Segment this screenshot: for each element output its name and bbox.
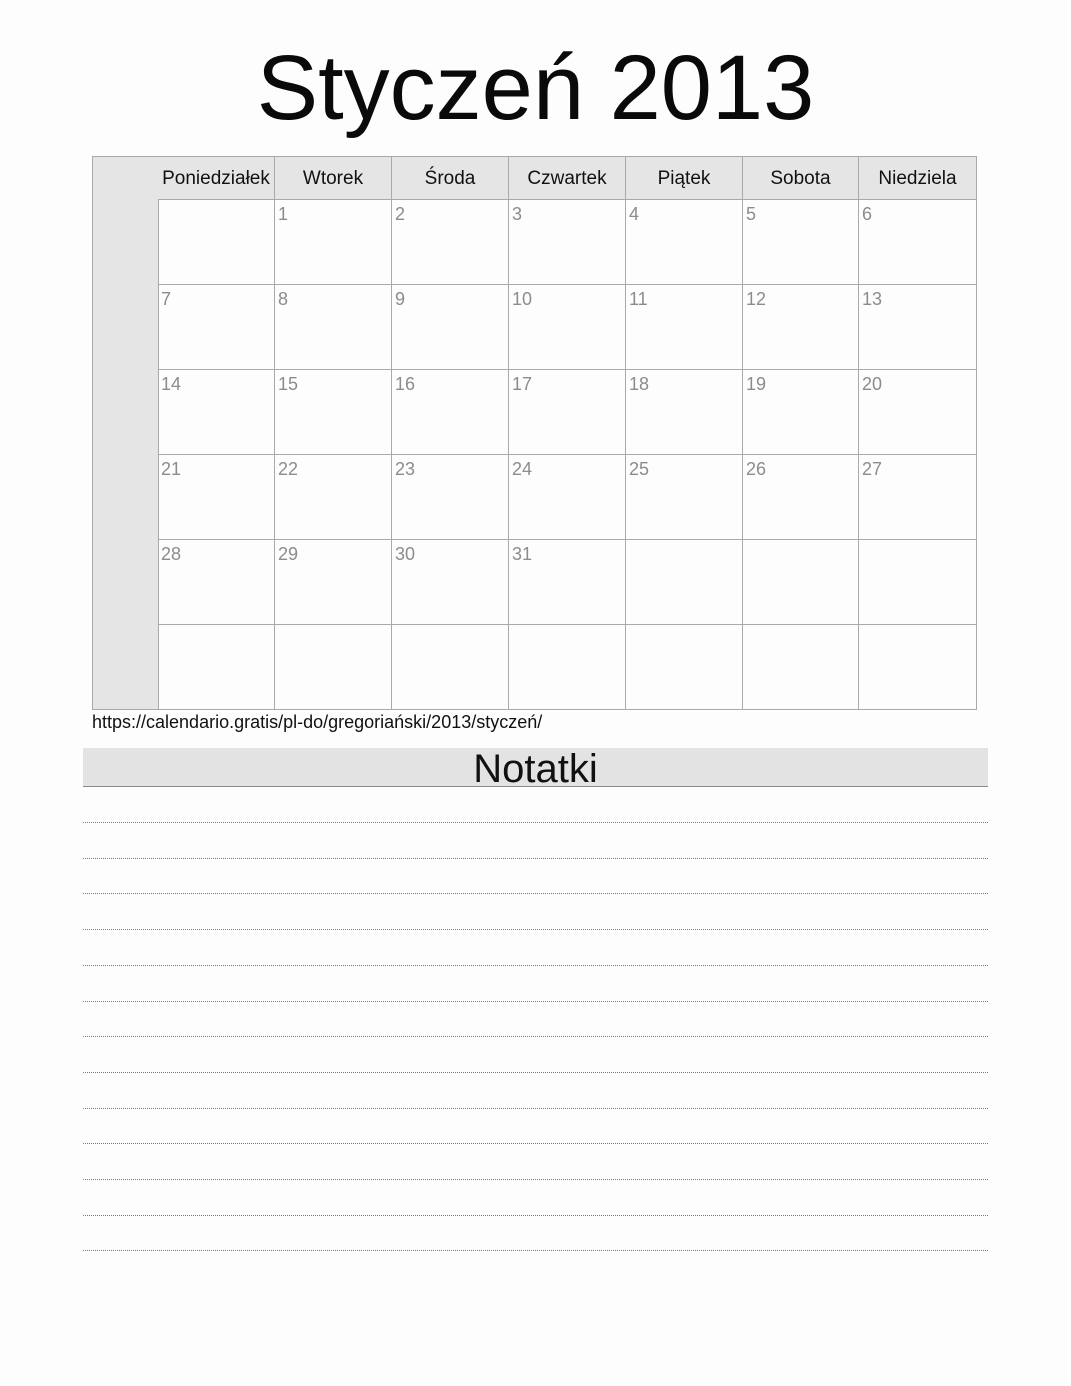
weekday-header: Czwartek bbox=[509, 157, 626, 200]
day-cell: 5 bbox=[743, 200, 859, 285]
note-line bbox=[83, 1072, 988, 1073]
calendar-grid bbox=[92, 156, 977, 710]
day-cell bbox=[509, 625, 626, 710]
day-cell bbox=[743, 540, 859, 625]
note-line bbox=[83, 1179, 988, 1180]
weekday-header: Wtorek bbox=[275, 157, 392, 200]
page-title: Styczeń 2013 bbox=[256, 37, 815, 139]
day-cell: 16 bbox=[392, 370, 509, 455]
calendar-days bbox=[158, 157, 976, 709]
day-cell: 30 bbox=[392, 540, 509, 625]
day-cell: 29 bbox=[275, 540, 392, 625]
note-line bbox=[83, 1215, 988, 1216]
day-cell bbox=[859, 540, 976, 625]
day-cell: 1 bbox=[275, 200, 392, 285]
note-line bbox=[83, 1036, 988, 1037]
note-line bbox=[83, 893, 988, 894]
day-cell: 13 bbox=[859, 285, 976, 370]
weekday-header: Sobota bbox=[743, 157, 859, 200]
note-line bbox=[83, 929, 988, 930]
day-cell: 14 bbox=[158, 370, 275, 455]
note-line bbox=[83, 1250, 988, 1251]
source-url: https://calendario.gratis/pl-do/gregoriański/2013/styczeń/ bbox=[92, 712, 543, 732]
day-cell: 20 bbox=[859, 370, 976, 455]
day-cell: 19 bbox=[743, 370, 859, 455]
day-cell: 8 bbox=[275, 285, 392, 370]
day-cell: 23 bbox=[392, 455, 509, 540]
day-cell bbox=[743, 625, 859, 710]
day-cell: 15 bbox=[275, 370, 392, 455]
day-cell: 26 bbox=[743, 455, 859, 540]
weekday-header: Środa bbox=[392, 157, 509, 200]
day-cell bbox=[392, 625, 509, 710]
note-line bbox=[83, 858, 988, 859]
day-cell: 7 bbox=[158, 285, 275, 370]
day-cell bbox=[626, 540, 743, 625]
day-cell: 18 bbox=[626, 370, 743, 455]
day-cell: 11 bbox=[626, 285, 743, 370]
day-cell: 12 bbox=[743, 285, 859, 370]
notes-title: Notatki bbox=[83, 748, 988, 787]
weekday-header: Poniedziałek bbox=[158, 157, 275, 200]
day-cell: 3 bbox=[509, 200, 626, 285]
day-cell: 9 bbox=[392, 285, 509, 370]
day-cell: 21 bbox=[158, 455, 275, 540]
day-cell: 6 bbox=[859, 200, 976, 285]
day-cell: 25 bbox=[626, 455, 743, 540]
day-cell: 28 bbox=[158, 540, 275, 625]
day-cell bbox=[626, 625, 743, 710]
note-line bbox=[83, 1001, 988, 1002]
weekday-header: Niedziela bbox=[859, 157, 976, 200]
weekday-header: Piątek bbox=[626, 157, 743, 200]
day-cell: 10 bbox=[509, 285, 626, 370]
day-cell: 2 bbox=[392, 200, 509, 285]
note-line bbox=[83, 1143, 988, 1144]
day-cell bbox=[859, 625, 976, 710]
day-cell: 17 bbox=[509, 370, 626, 455]
note-line bbox=[83, 1108, 988, 1109]
day-cell: 31 bbox=[509, 540, 626, 625]
week-number-column bbox=[93, 157, 159, 709]
day-cell: 22 bbox=[275, 455, 392, 540]
day-cell bbox=[158, 200, 275, 285]
day-cell: 24 bbox=[509, 455, 626, 540]
note-line bbox=[83, 965, 988, 966]
day-cell: 4 bbox=[626, 200, 743, 285]
day-cell bbox=[158, 625, 275, 710]
day-cell bbox=[275, 625, 392, 710]
day-cell: 27 bbox=[859, 455, 976, 540]
note-line bbox=[83, 822, 988, 823]
